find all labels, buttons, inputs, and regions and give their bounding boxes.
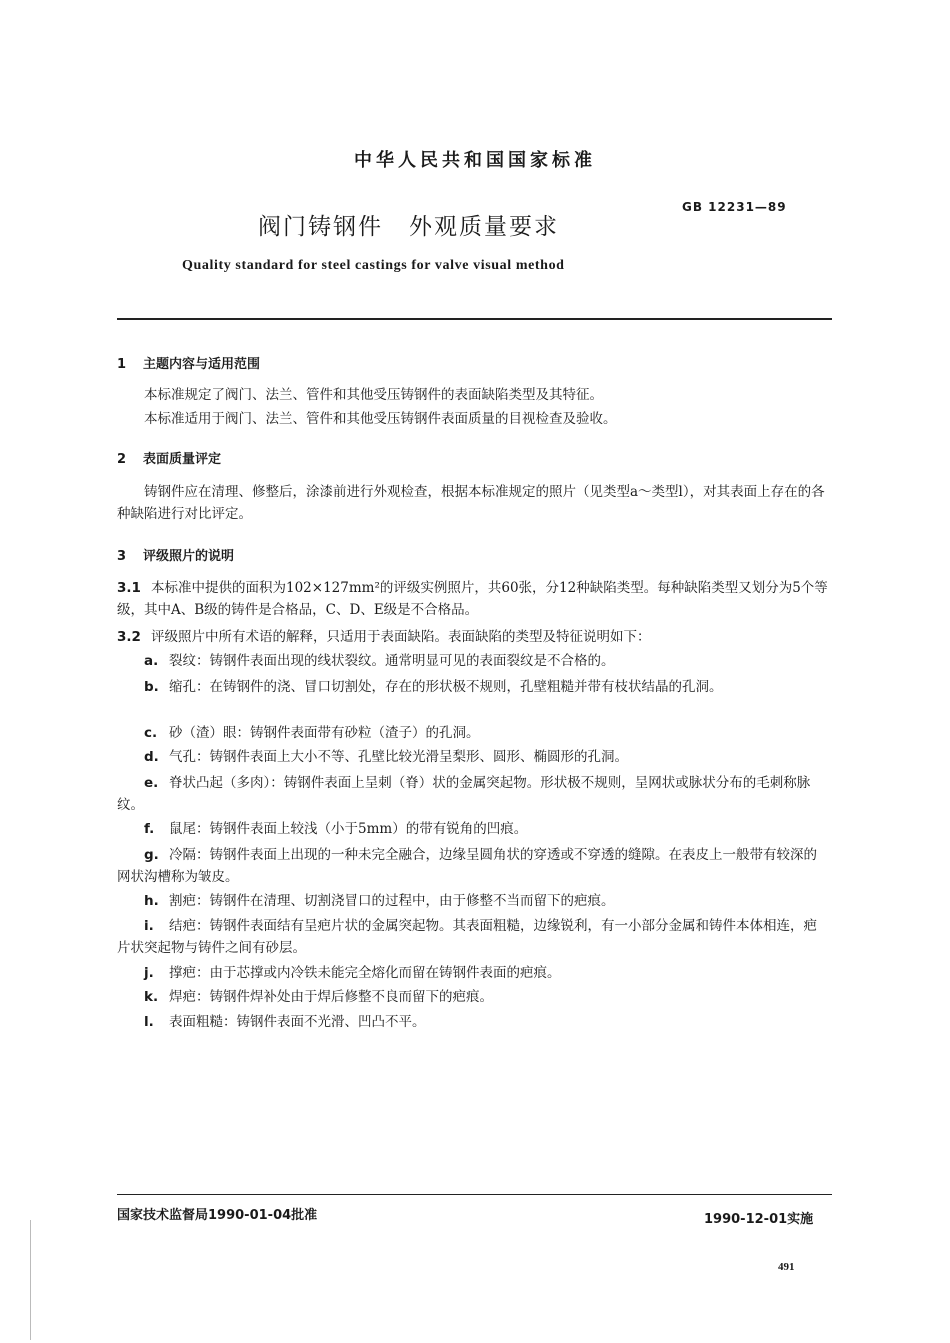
section-1-paragraph-2: 本标准适用于阀门、法兰、管件和其他受压铸钢件表面质量的目视检查及验收。 [144,411,617,427]
defect-item-i: i. 结疤：铸钢件表面结有呈疤片状的金属突起物。其表面粗糙，边缘锐利，有一小部分金属和铸件本体相连，疤片状突起物与铸件之间有砂层。 [117,918,817,956]
document-title [258,208,559,241]
defect-item-a: a. 裂纹：铸钢件表面出现的线状裂纹。通常明显可见的表面裂纹是不合格的。 [144,653,615,669]
section-3-1-paragraph: 3.1 本标准中提供的面积为102×127mm²的评级实例照片，共60张，分12种缺陷类型。每种缺陷类型又划分为5个等级，其中A、B级的铸件是合格品，C、D、E级是不合格品。 [117,580,828,618]
english-title: Quality standard for steel castings for valve visual method [182,258,565,273]
footer-rule [117,1194,832,1195]
defect-item-e: e. 脊状凸起（多肉）：铸钢件表面上呈刺（脊）状的金属突起物。形状极不规则，呈网状或脉状分布的毛刺称脉纹。 [117,775,811,813]
title-part2: 外观质量要求 [409,214,559,240]
defect-item-c: c. 砂（渣）眼：铸钢件表面带有砂粒（渣子）的孔洞。 [144,725,480,741]
effective-date: 1990-12-01实施 [704,1212,814,1227]
defect-item-k: k. 焊疤：铸钢件焊补处由于焊后修整不良而留下的疤痕。 [144,989,493,1005]
defect-item-f: f. 鼠尾：铸钢件表面上较浅（小于5mm）的带有锐角的凹痕。 [144,821,528,837]
section-2-heading: 2 表面质量评定 [117,452,222,467]
top-rule [117,318,832,320]
standard-code: GB 12231—89 [682,200,787,214]
section-1-heading: 1 主题内容与适用范围 [117,357,261,372]
section-3-heading: 3 评级照片的说明 [117,549,235,564]
defect-item-g: g. 冷隔：铸钢件表面上出现的一种未完全融合，边缘呈圆角状的穿透或不穿透的缝隙。在表皮上一般带有较深的网状沟槽称为皱皮。 [117,847,817,885]
national-standard-heading: 中华人民共和国国家标准 [354,150,596,171]
section-1-paragraph-1: 本标准规定了阀门、法兰、管件和其他受压铸钢件的表面缺陷类型及其特征。 [144,387,603,403]
scan-edge-mark [30,1220,31,1340]
approval-note: 国家技术监督局1990-01-04批准 [117,1208,318,1223]
section-2-paragraph: 铸钢件应在清理、修整后，涂漆前进行外观检查，根据本标准规定的照片（见类型a～类型l），对其表面上存在的各种缺陷进行对比评定。 [117,484,825,522]
defect-item-j: j. 撑疤：由于芯撑或内冷铁未能完全熔化而留在铸钢件表面的疤痕。 [144,965,561,981]
defect-item-l: l. 表面粗糙：铸钢件表面不光滑、凹凸不平。 [144,1014,426,1030]
title-part1: 阀门铸钢件 [258,214,383,240]
defect-item-b: b. 缩孔：在铸钢件的浇、冒口切割处，存在的形状极不规则，孔壁粗糙并带有枝状结晶的孔洞。 [144,679,723,695]
defect-item-h: h. 割疤：铸钢件在清理、切割浇冒口的过程中，由于修整不当而留下的疤痕。 [144,893,615,909]
section-3-2-paragraph: 3.2 评级照片中所有术语的解释，只适用于表面缺陷。表面缺陷的类型及特征说明如下： [117,629,651,645]
defect-item-d: d. 气孔：铸钢件表面上大小不等、孔壁比较光滑呈梨形、圆形、椭圆形的孔洞。 [144,749,628,765]
page-number: 491 [778,1261,795,1273]
